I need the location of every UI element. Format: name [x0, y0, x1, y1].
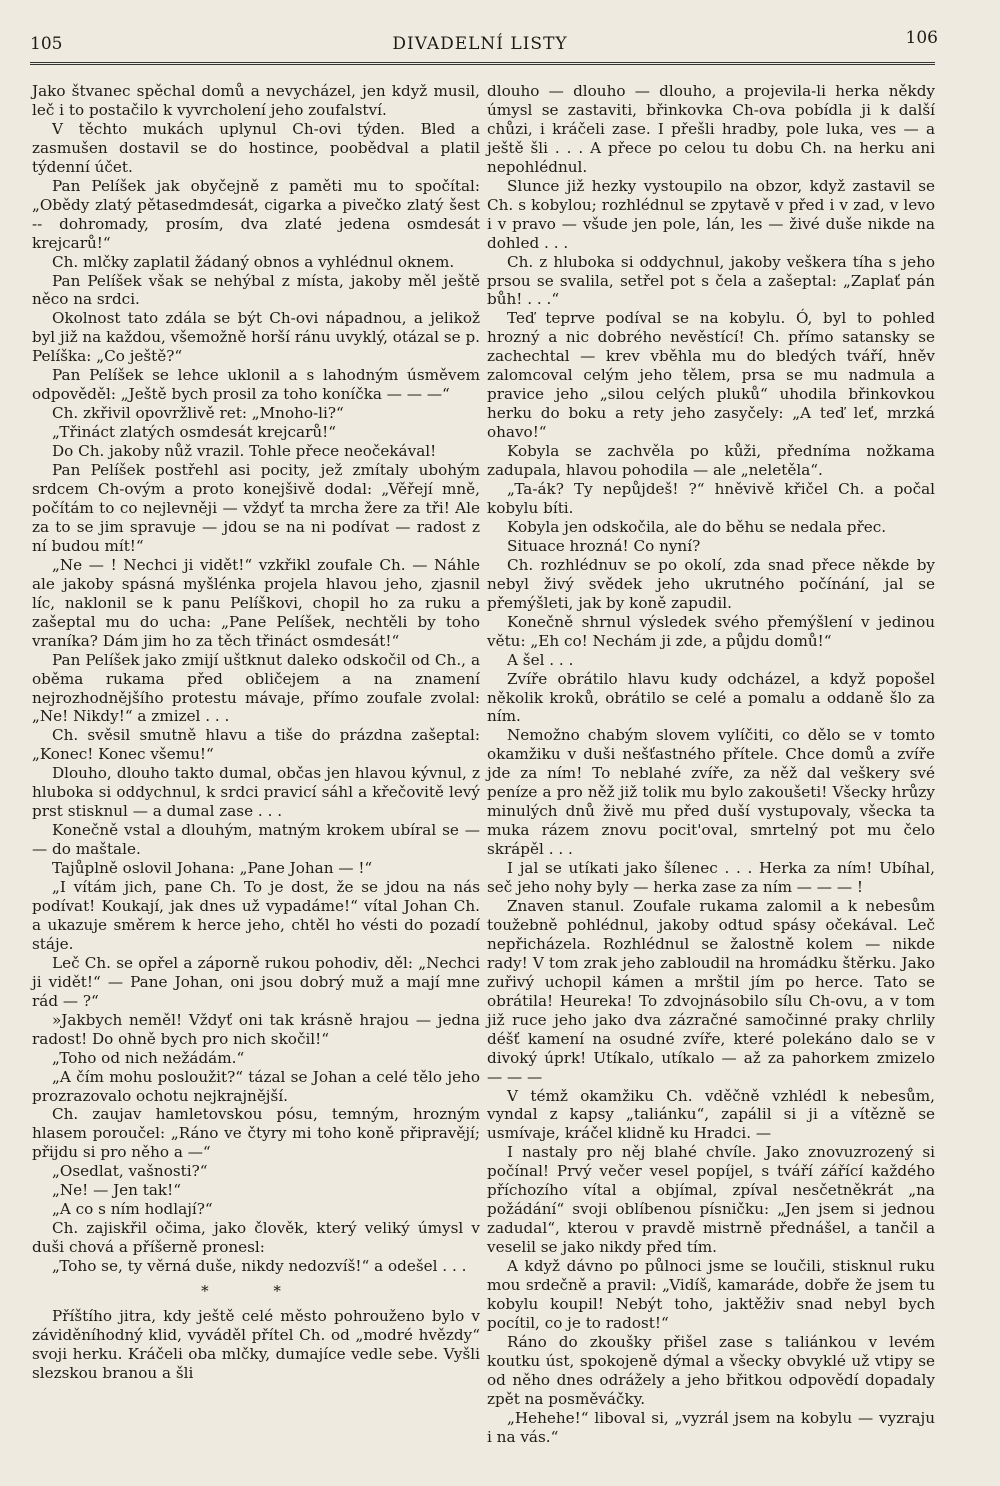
paragraph: Znaven stanul. Zoufale rukama zalomil a k nebesům toužebně pohlédnul, jakoby odtud spásy očekával. Leč nepřicházela. Rozhlédnul se žalostně kolem — nikde rady! V tom zrak jeho zabloudil na hromádku štěrku. Jako zuřivý uchopil kámen a mrštil jím po herce. Tato se obrátila! Heureka! To zdvojnásobilo sílu Ch-ovu, a v tom již ruce jeho jako dva zázračné samočinné praky chrlily déšť kamení na osudné zvíře, které polekáno dalo se v divoký úprk! Utíkalo, utíkalo — až za pahorkem zmizelo — — —: [487, 896, 935, 1086]
paragraph: Konečně shrnul výsledek svého přemýšlení v jedinou větu: „Eh co! Nechám ji zde, a půjdu domů!“: [487, 612, 935, 650]
paragraph: Ch. z hluboka si oddychnul, jakoby veškera tíha s jeho prsou se svalila, setřel pot s čela a zašeptal: „Zaplať pán bůh! . . .“: [487, 252, 935, 309]
paragraph: „Hehehe!“ liboval si, „vyzrál jsem na kobylu — vyzraju i na vás.“: [487, 1408, 935, 1446]
paragraph: Pan Pelíšek postřehl asi pocity, jež zmítaly ubohým srdcem Ch-ovým a proto konejšivě dodal: „Věřejí mně, počítám to co nejlevněji — vždyť ta mrcha žere za tři! Ale za to se jim spravuje — jdou se na ni podívat — radost z ní budou mít!“: [32, 461, 480, 555]
paragraph: „Ta-ák? Ty nepůjdeš! ?“ hněvivě křičel Ch. a počal kobylu bíti.: [487, 480, 935, 517]
paragraph: Teď teprve podíval se na kobylu. Ó, byl to pohled hrozný a nic dobrého nevěstící! Ch. přímo satansky se zachechtal — krev vběhla mu do bledých tváří, hněv zalomcoval celým jeho tělem, prsa se mu nadmula a pravice jeho „silou celých pluků“ uhodila břinkovkou herku do boku a rety jeho zasyčely: „A teď leť, mrzká ohavo!“: [487, 309, 935, 442]
paragraph: Pan Pelíšek jako zmijí uštknut daleko odskočil od Ch., a oběma rukama před obličejem a na znamení nejrozhodnějšího protestu mávaje, přímo zoufale zvolal: „Ne! Nikdy!“ a zmizel . . .: [32, 650, 480, 726]
paragraph: Zvíře obrátilo hlavu kudy odcházel, a když popošel několik kroků, obrátilo se celé a pomalu a oddaně šlo za ním.: [487, 669, 935, 726]
paragraph: Pan Pelíšek jak obyčejně z paměti mu to spočítal: „Obědy zlatý pětasedmdesát, cigarka a pivečko zlatý šest -- dohromady, prosím, dva zlaté jedena osmdesát krejcarů!“: [32, 176, 480, 252]
paragraph: Ráno do zkoušky přišel zase s taliánkou v levém koutku úst, spokojeně dýmal a všecky obvyklé už vtipy se od něho dnes odrážely a jeho břitkou odpovědí dopadaly zpět na posměváčky.: [487, 1332, 935, 1408]
left-column: [32, 82, 480, 1383]
paragraph: „Toho od nich nežádám.“: [52, 1048, 245, 1067]
section-separator: * *: [201, 1282, 311, 1301]
paragraph: „A čím mohu posloužit?“ tázal se Johan a celé tělo jeho prozrazovalo ochotu nejkrajnější.: [32, 1067, 480, 1105]
paragraph: Pan Pelíšek však se nehýbal z místa, jakoby měl ještě něco na srdci.: [32, 271, 480, 309]
paragraph: Ch. rozhlédnuv se po okolí, zda snad přece někde by nebyl živý svědek jeho ukrutného počínání, jal se přemýšleti, jak by koně zapudil.: [487, 555, 935, 612]
paragraph: Situace hrozná! Co nyní?: [507, 536, 701, 555]
paragraph: V těchto mukách uplynul Ch-ovi týden. Bled a zasmušen dostavil se do hostince, poobědval a platil týdenní účet.: [32, 119, 480, 176]
paragraph: Nemožno chabým slovem vylíčiti, co dělo se v tomto okamžiku v duši nešťastného přítele. Chce domů a zvíře jde za ním! To neblahé zvíře, za něž dal veškery své peníze a pro něž již tolik mu bylo zakoušeti! Všecky hrůzy minulých dnů živě mu před duší vystupovaly, všecka ta muka rázem znovu pocit'oval, smrtelný pot mu čelo skrápěl . . .: [487, 726, 935, 859]
paragraph: „Ne! — Jen tak!“: [52, 1181, 182, 1200]
paragraph: Jako štvanec spěchal domů a nevycházel, jen když musil, leč i to postačilo k vyvrcholení jeho zoufalství.: [32, 82, 480, 119]
paragraph: Ch. zajiskřil očima, jako člověk, který veliký úmysl v duši chová a příšerně pronesl:: [32, 1219, 480, 1257]
paragraph: „Osedlat, vašnosti?“: [52, 1162, 208, 1181]
paragraph: „Ne — ! Nechci ji vidět!“ vzkřikl zoufale Ch. — Náhle ale jakoby spásná myšlénka projela hlavou jeho, zjasnil líc, naklonil se k panu Pelíškovi, chopil ho za ruku a zašeptal mu do ucha: „Pane Pelíšek, nechtěli by toho vraníka? Dám jim ho za těch třináct osmdesát!“: [32, 555, 480, 650]
paragraph: Do Ch. jakoby nůž vrazil. Tohle přece neočekával!: [52, 442, 437, 461]
paragraph: „A co s ním hodlají?“: [52, 1200, 213, 1219]
page-number-right: 106: [905, 28, 938, 48]
paragraph: Příštího jitra, kdy ještě celé město pohrouženo bylo v záviděníhodný klid, vyváděl přítel Ch. od „modré hvězdy“ svoji herku. Kráčeli oba mlčky, dumajíce vedle sebe. Vyšli slezskou branou a šli: [32, 1307, 480, 1382]
paragraph: I jal se utíkati jako šílenec . . . Herka za ním! Ubíhal, seč jeho nohy byly — herka zase za ním — — — !: [487, 859, 935, 897]
header-rule: [30, 62, 935, 65]
page-number-left: 105: [30, 34, 63, 54]
paragraph: Leč Ch. se opřel a záporně rukou pohodiv, děl: „Nechci ji vidět!“ — Pane Johan, oni jsou dobrý muž a mají mne rád — ?“: [32, 953, 480, 1010]
paragraph: Dlouho, dlouho takto dumal, občas jen hlavou kývnul, z hluboka si oddychnul, k srdci pravicí sáhl a křečovitě levý prst stisknul — a dumal zase . . .: [32, 764, 480, 821]
right-column: [487, 82, 935, 1447]
paragraph: Ch. svěsil smutně hlavu a tiše do prázdna zašeptal: „Konec! Konec všemu!“: [32, 726, 480, 764]
paragraph: A když dávno po půlnoci jsme se loučili, stisknul ruku mou srdečně a pravil: „Vidíš, kamaráde, dobře že jsem tu kobylu koupil! Nebýt toho, jaktěživ snad nebyl bych pocítil, co je to radost!“: [487, 1257, 935, 1332]
paragraph: dlouho — dlouho — dlouho, a projevila-li herka někdy úmysl se zastaviti, břinkovka Ch-ova pobídla ji k další chůzi, i kráčeli zase. I přešli hradby, pole luka, ves — a ještě šli . . . A přece po celou tu dobu Ch. na herku ani nepohlédnul.: [487, 82, 935, 176]
paragraph: I nastaly pro něj blahé chvíle. Jako znovuzrozený si počínal! Prvý večer vesel popíjel, s tváří zářící každého příchozího vítal a objímal, zpíval nesčetněkrát „na požádání“ svoji oblíbenou písničku: „Jen jsem si jednou zadudal“, kterou v pravdě mistrně přednášel, a tančil a veselil se jako nikdy před tím.: [487, 1143, 935, 1257]
paragraph: Konečně vstal a dlouhým, matným krokem ubíral se — — do maštale.: [32, 821, 480, 859]
paragraph: „Toho se, ty věrná duše, nikdy nedozvíš!“ a odešel . . .: [52, 1257, 467, 1276]
paragraph: „I vítám jich, pane Ch. To je dost, že se jdou na nás podívat! Koukají, jak dnes už vypadáme!“ vítal Johan Ch. a ukazuje směrem k herce jeho, chtěl ho vésti do pozadí stáje.: [32, 878, 480, 953]
paragraph: Ch. mlčky zaplatil žádaný obnos a vyhlédnul oknem.: [52, 252, 455, 271]
paragraph: Tajůplně oslovil Johana: „Pane Johan — !“: [52, 859, 373, 878]
paragraph: Ch. zaujav hamletovskou pósu, temným, hrozným hlasem poroučel: „Ráno ve čtyry mi toho koně připravějí; přijdu si pro něho a —“: [32, 1105, 480, 1162]
paragraph: Ch. zkřivil opovržlivě ret: „Mnoho-li?“: [52, 404, 344, 423]
paragraph: Pan Pelíšek se lehce uklonil a s lahodným úsměvem odpověděl: „Ještě bych prosil za toho koníčka — — —“: [32, 366, 480, 404]
page-header: [30, 28, 938, 60]
paragraph: A šel . . .: [507, 650, 574, 669]
paragraph: Okolnost tato zdála se být Ch-ovi nápadnou, a jelikož byl již na každou, všemožně horší ránu uvyklý, otázal se p. Pelíška: „Co ještě?“: [32, 309, 480, 366]
page-title: DIVADELNÍ LISTY: [392, 34, 568, 54]
paragraph: V témž okamžiku Ch. vděčně vzhlédl k nebesům, vyndal z kapsy „taliánku“, zapálil si ji a vítězně se usmívaje, kráčel klidně ku Hradci. —: [487, 1086, 935, 1143]
paragraph: »Jakbych neměl! Vždyť oni tak krásně hrajou — jedna radost! Do ohně bych pro nich skočil!“: [32, 1010, 480, 1048]
paragraph: Kobyla se zachvěla po kůži, předníma nožkama zadupala, hlavou pohodila — ale „neletěla“.: [487, 442, 935, 480]
paragraph: Kobyla jen odskočila, ale do běhu se nedala přec.: [507, 517, 887, 536]
paragraph: Slunce již hezky vystoupilo na obzor, když zastavil se Ch. s kobylou; rozhlédnul se zpytavě v před i v zad, v levo i v pravo — všude jen pole, lán, les — živé duše nikde na dohled . . .: [487, 176, 935, 252]
paragraph: „Třináct zlatých osmdesát krejcarů!“: [52, 423, 337, 442]
